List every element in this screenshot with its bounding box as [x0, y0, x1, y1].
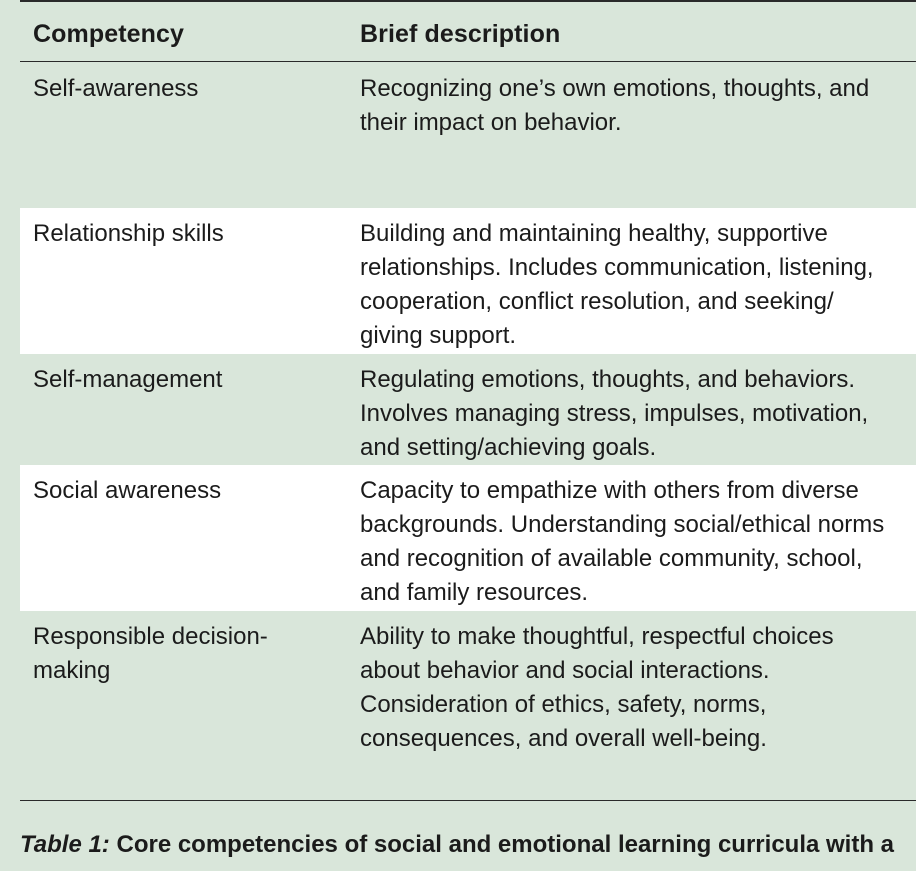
description-cell: Capacity to empathize with others from diverse backgrounds. Understanding social/ethical norms and recognition of available community, school, and family resources. [360, 477, 885, 606]
description-cell: Building and maintaining healthy, supportive relationships. Includes communication, listening, cooperation, conflict resolution, and seeking/ giving support. [360, 220, 874, 349]
table-bottom-rule [20, 800, 916, 801]
description-cell: Regulating emotions, thoughts, and behaviors. Involves managing stress, impulses, motivation, and setting/achieving goals. [360, 366, 869, 461]
description-cell: Recognizing one’s own emotions, thoughts, and their impact on behavior. [360, 75, 870, 136]
competency-cell: Self-awareness [33, 75, 199, 102]
table-caption [20, 828, 894, 862]
table-row [20, 465, 916, 611]
caption-text: Core competencies of social and emotional learning curricula with a [109, 831, 895, 858]
table-row [20, 208, 916, 354]
header-competency: Competency [33, 20, 185, 48]
table-header [0, 0, 916, 60]
table-row [20, 611, 916, 799]
description-cell: Ability to make thoughtful, respectful choices about behavior and social interactions. Consideration of ethics, safety, norms, consequences, and overall well-being. [360, 623, 834, 752]
table-row [20, 354, 916, 465]
competency-cell: Relationship skills [33, 220, 224, 247]
competency-cell: Self-management [33, 366, 223, 393]
caption-label: Table 1: [20, 831, 110, 858]
competency-cell: Responsible decision- making [33, 623, 268, 684]
table-row [20, 63, 916, 208]
header-rule [20, 61, 916, 62]
competency-cell: Social awareness [33, 477, 222, 504]
header-description: Brief description [360, 20, 561, 48]
